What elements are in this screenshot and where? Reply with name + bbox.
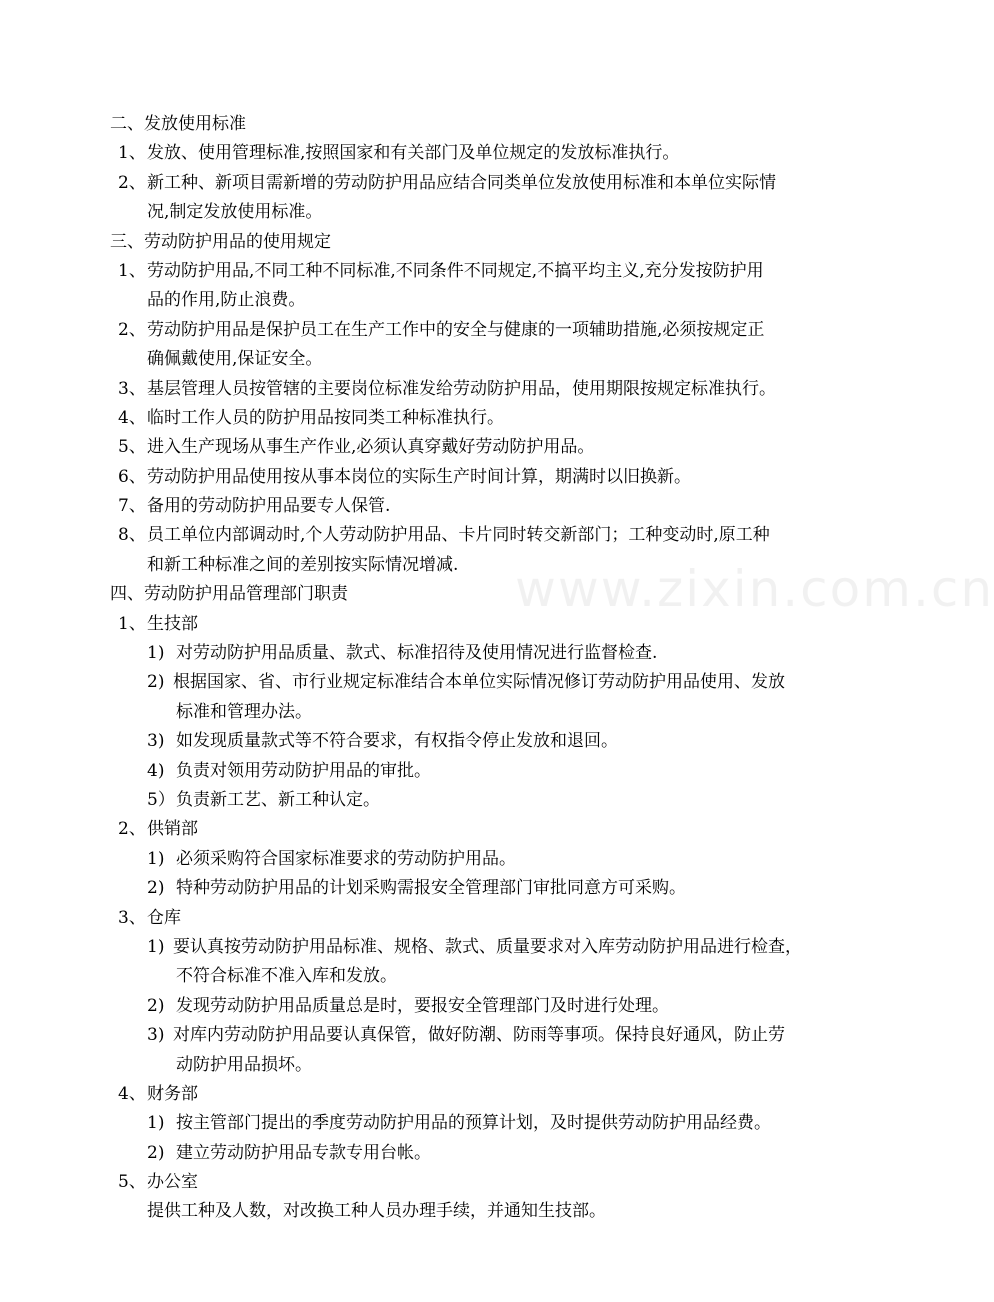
sub-item bbox=[0, 1021, 920, 1050]
sub-item-text: 必须采购符合国家标准要求的劳动防护用品。 bbox=[176, 848, 516, 869]
item-text: 发放、使用管理标准,按照国家和有关部门及单位规定的发放标准执行。 bbox=[147, 143, 680, 164]
item-text: 员工单位内部调动时,个人劳动防护用品、卡片同时转交新部门；工种变动时,原工种 bbox=[147, 525, 770, 546]
item-text: 劳动防护用品使用按从事本岗位的实际生产时间计算，期满时以旧换新。 bbox=[147, 466, 691, 487]
subsection-heading bbox=[0, 1080, 920, 1109]
sub-item-continuation: 动防护用品损坏。 bbox=[176, 1054, 312, 1075]
sub-item-text: 如发现质量款式等不符合要求，有权指令停止发放和退回。 bbox=[176, 731, 618, 752]
item-text: 办公室 bbox=[147, 1172, 198, 1193]
list-item bbox=[0, 463, 920, 492]
item-number: 4、 bbox=[118, 1083, 146, 1104]
sub-item bbox=[0, 639, 920, 668]
sub-item bbox=[0, 1139, 920, 1168]
sub-item-number: 1) bbox=[147, 1113, 165, 1134]
sub-item-number: 2) bbox=[147, 878, 165, 899]
sub-item-continuation: 不符合标准不准入库和发放。 bbox=[176, 966, 397, 987]
item-text: 劳动防护用品是保护员工在生产工作中的安全与健康的一项辅助措施,必须按规定正 bbox=[147, 319, 765, 340]
sub-item bbox=[0, 786, 920, 815]
item-continuation: 和新工种标准之间的差别按实际情况增减. bbox=[147, 554, 459, 575]
sub-item-text: 要认真按劳动防护用品标准、规格、款式、质量要求对入库劳动防护用品进行检查， bbox=[173, 936, 802, 957]
item-number: 3、 bbox=[118, 378, 146, 399]
sub-item-text: 根据国家、省、市行业规定标准结合本单位实际情况修订劳动防护用品使用、发放 bbox=[173, 672, 785, 693]
sub-item bbox=[0, 727, 920, 756]
list-item bbox=[0, 492, 920, 521]
sub-item-number: 4) bbox=[147, 760, 165, 781]
list-item bbox=[0, 375, 920, 404]
subsection-heading bbox=[0, 1168, 920, 1197]
sub-item-text: 建立劳动防护用品专款专用台帐。 bbox=[176, 1142, 431, 1163]
sub-item-number: 2) bbox=[147, 672, 165, 693]
sub-item-text: 按主管部门提出的季度劳动防护用品的预算计划，及时提供劳动防护用品经费。 bbox=[176, 1113, 771, 1134]
item-number: 5、 bbox=[118, 1172, 146, 1193]
list-item bbox=[0, 316, 920, 345]
sub-item bbox=[0, 668, 920, 697]
subsection-heading bbox=[0, 610, 920, 639]
sub-item-text: 对库内劳动防护用品要认真保管，做好防潮、防雨等事项。保持良好通风，防止劳 bbox=[173, 1025, 785, 1046]
sub-item-text: 负责新工艺、新工种认定。 bbox=[176, 789, 380, 810]
sub-item-text: 特种劳动防护用品的计划采购需报安全管理部门审批同意方可采购。 bbox=[176, 878, 686, 899]
sub-item-number: 1) bbox=[147, 848, 165, 869]
sub-item bbox=[0, 933, 920, 962]
item-number: 4、 bbox=[118, 407, 146, 428]
list-item bbox=[0, 404, 920, 433]
sub-item-number: 3) bbox=[147, 1025, 165, 1046]
item-text: 临时工作人员的防护用品按同类工种标准执行。 bbox=[147, 407, 504, 428]
sub-item-text: 负责对领用劳动防护用品的审批。 bbox=[176, 760, 431, 781]
list-item bbox=[0, 521, 920, 550]
item-number: 6、 bbox=[118, 466, 146, 487]
paragraph: 提供工种及人数，对改换工种人员办理手续，并通知生技部。 bbox=[147, 1201, 606, 1222]
item-number: 8、 bbox=[118, 525, 146, 546]
sub-item-number: 5） bbox=[147, 789, 175, 810]
list-item bbox=[0, 139, 920, 168]
sub-item bbox=[0, 757, 920, 786]
subsection-heading bbox=[0, 815, 920, 844]
item-text: 供销部 bbox=[147, 819, 198, 840]
item-number: 2、 bbox=[118, 319, 146, 340]
item-number: 3、 bbox=[118, 907, 146, 928]
item-text: 基层管理人员按管辖的主要岗位标准发给劳动防护用品，使用期限按规定标准执行。 bbox=[147, 378, 776, 399]
watermark: www.zixin.com.cn bbox=[515, 560, 994, 618]
sub-item-number: 2) bbox=[147, 995, 165, 1016]
list-item bbox=[0, 169, 920, 198]
item-text: 进入生产现场从事生产作业,必须认真穿戴好劳动防护用品。 bbox=[147, 437, 595, 458]
document-body bbox=[0, 110, 920, 1227]
sub-item-number: 2) bbox=[147, 1142, 165, 1163]
item-number: 1、 bbox=[118, 613, 146, 634]
item-text: 备用的劳动防护用品要专人保管. bbox=[147, 496, 391, 517]
item-continuation: 确佩戴使用,保证安全。 bbox=[147, 349, 323, 370]
sub-item bbox=[0, 874, 920, 903]
subsection-heading bbox=[0, 904, 920, 933]
item-text: 劳动防护用品,不同工种不同标准,不同条件不同规定,不搞平均主义,充分发按防护用 bbox=[147, 260, 764, 281]
sub-item-number: 1) bbox=[147, 936, 165, 957]
item-continuation: 品的作用,防止浪费。 bbox=[147, 290, 306, 311]
sub-item bbox=[0, 992, 920, 1021]
item-number: 2、 bbox=[118, 172, 146, 193]
list-item bbox=[0, 257, 920, 286]
sub-item-number: 3) bbox=[147, 731, 165, 752]
item-text: 财务部 bbox=[147, 1083, 198, 1104]
section-heading: 二、发放使用标准 bbox=[110, 114, 246, 134]
sub-item bbox=[0, 1109, 920, 1138]
item-number: 1、 bbox=[118, 260, 146, 281]
sub-item-text: 对劳动防护用品质量、款式、标准招待及使用情况进行监督检查. bbox=[176, 643, 658, 664]
item-text: 新工种、新项目需新增的劳动防护用品应结合同类单位发放使用标准和本单位实际情 bbox=[147, 172, 776, 193]
item-number: 5、 bbox=[118, 437, 146, 458]
item-number: 2、 bbox=[118, 819, 146, 840]
list-item bbox=[0, 433, 920, 462]
item-text: 仓库 bbox=[147, 907, 181, 928]
sub-item-text: 发现劳动防护用品质量总是时，要报安全管理部门及时进行处理。 bbox=[176, 995, 669, 1016]
section-heading: 三、劳动防护用品的使用规定 bbox=[110, 231, 331, 252]
sub-item bbox=[0, 845, 920, 874]
sub-item-continuation: 标准和管理办法。 bbox=[176, 701, 312, 722]
item-number: 1、 bbox=[118, 143, 146, 164]
section-heading: 四、劳动防护用品管理部门职责 bbox=[110, 584, 348, 605]
item-continuation: 况,制定发放使用标准。 bbox=[147, 202, 323, 223]
item-text: 生技部 bbox=[147, 613, 198, 634]
item-number: 7、 bbox=[118, 496, 146, 517]
sub-item-number: 1) bbox=[147, 643, 165, 664]
